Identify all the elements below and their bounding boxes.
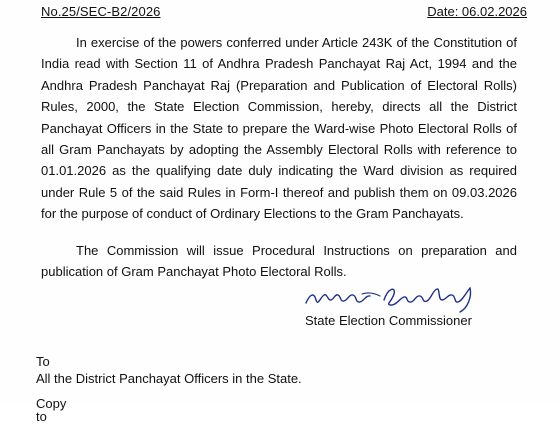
- handwritten-signature: [300, 276, 480, 316]
- document-date: Date: 06.02.2026: [427, 4, 527, 19]
- order-paragraph-1: In exercise of the powers conferred under Article 243K of the Constitution of India read with Section 11 of Andhra Pradesh Panchayat Raj Act, 1994 and the Andhra Pradesh Panchayat Raj (Preparation and Publication of Electoral Rolls) Rules, 2000, the State Election Commission, hereby, directs all the District Panchayat Officers in the State to prepare the Ward-wise Photo Electoral Rolls of all Gram Panchayats by adopting the Assembly Electoral Rolls with reference to 01.01.2026 as the qualifying date duly indicating the Ward division as required under Rule 5 of the said Rules in Form-I thereof and publish them on 09.03.2026 for the purpose of conduct of Ordinary Elections to the Gram Panchayats.: [41, 35, 517, 222]
- order-paragraph-2: The Commission will issue Procedural Instructions on preparation and publication of Gram Panchayat Photo Electoral Rolls.: [41, 243, 517, 280]
- signatory-title: State Election Commissioner: [305, 313, 472, 328]
- cut-off-line: Copy to: [36, 396, 67, 424]
- addressee: All the District Panchayat Officers in the State.: [36, 371, 302, 386]
- to-label: To: [36, 354, 50, 369]
- reference-number: No.25/SEC-B2/2026: [41, 4, 161, 19]
